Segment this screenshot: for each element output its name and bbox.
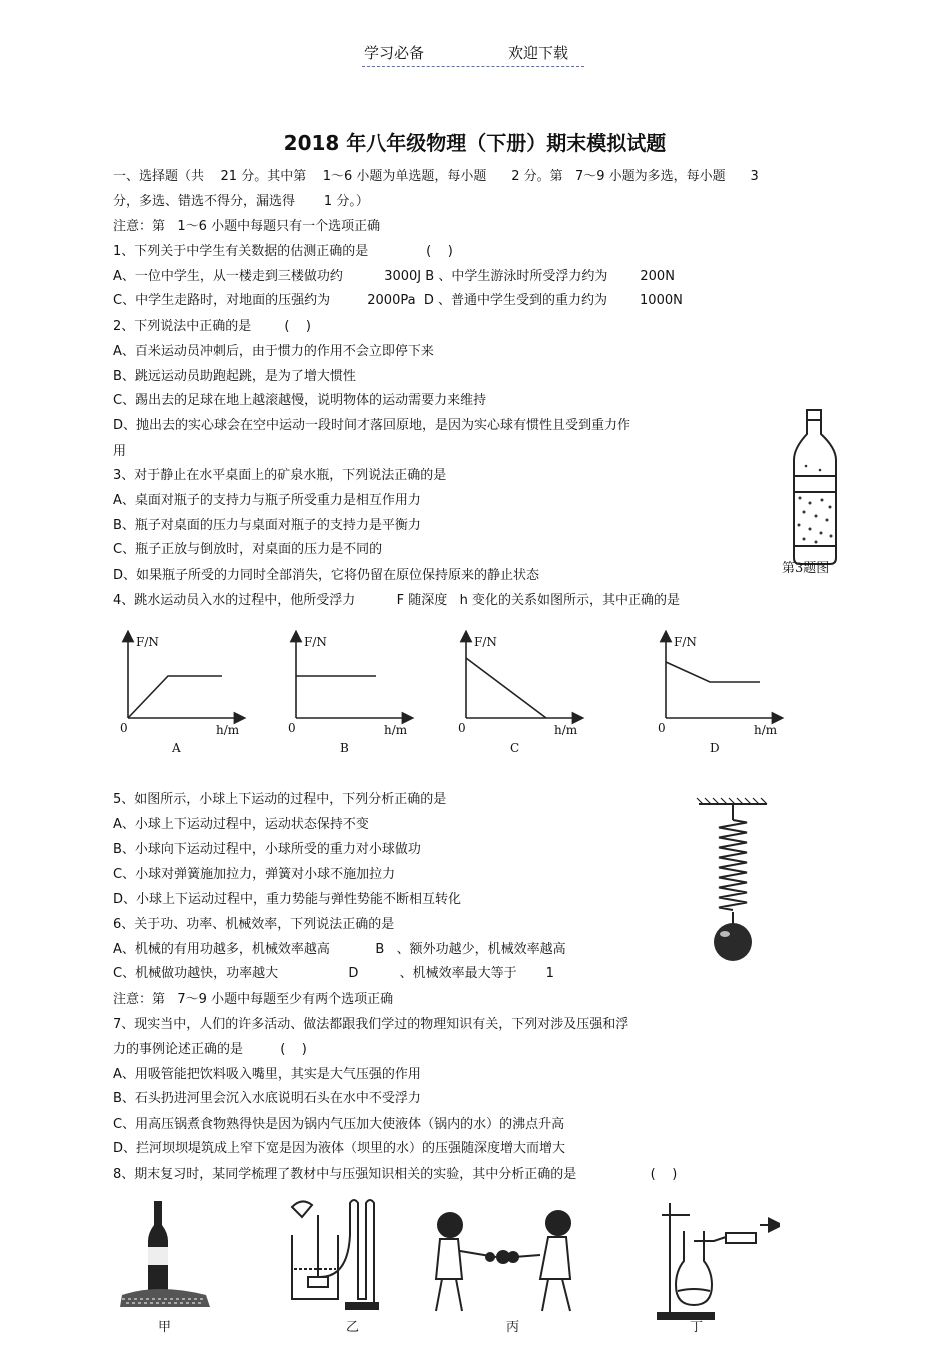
origin-label: 0 <box>120 721 128 735</box>
pressure-gauge <box>292 1200 378 1309</box>
text-line: 2、下列说法中正确的是 ( ) <box>113 319 312 334</box>
fh-curve <box>466 658 546 718</box>
spring-figure <box>695 796 775 966</box>
text-line: 8、期末复习时，某同学梳理了教材中与压强知识相关的实验，其中分析正确的是 ( ) <box>113 1167 678 1182</box>
text-line: 注意：第 1～6 小题中每题只有一个选项正确 <box>113 219 381 234</box>
figure-label: 乙 <box>346 1320 360 1335</box>
text-line: C、机械做功越快，功率越大 D 、机械效率最大等于 1 <box>113 966 554 981</box>
graph-letter: C <box>510 741 520 755</box>
text-line: 分，多选、错选不得分，漏选得 1 分。） <box>113 194 369 209</box>
y-axis-label: F/N <box>474 635 497 649</box>
bottle-caption: 第3题图 <box>782 561 830 576</box>
x-axis-label: h/m <box>216 723 240 737</box>
flask-syringe <box>658 1203 776 1319</box>
text-line: 一、选择题（共 21 分。其中第 1～6 小题为单选题，每小题 2 分。第 7～9 小题为多选，每小题 3 <box>113 169 759 184</box>
x-axis-label: h/m <box>554 723 578 737</box>
figure-label: 丙 <box>506 1320 520 1335</box>
text-line: A、小球上下运动过程中，运动状态保持不变 <box>113 817 369 832</box>
figure-label: 丁 <box>690 1320 704 1335</box>
graph-letter: D <box>710 741 720 755</box>
header-right: 欢迎下载 <box>508 44 569 62</box>
graph-letter: A <box>172 741 181 755</box>
text-line: C、瓶子正放与倒放时，对桌面的压力是不同的 <box>113 542 383 557</box>
bottle-figure <box>780 408 850 578</box>
page-header <box>362 42 584 67</box>
text-line: 力的事例论述正确的是 ( ) <box>113 1042 307 1057</box>
text-line: 3、对于静止在水平桌面上的矿泉水瓶，下列说法正确的是 <box>113 468 447 483</box>
origin-label: 0 <box>288 721 296 735</box>
fh-curve <box>666 662 760 682</box>
text-line: 7、现实当中，人们的许多活动、做法都跟我们学过的物理知识有关，下列对涉及压强和浮 <box>113 1017 629 1032</box>
text-line: 5、如图所示，小球上下运动的过程中，下列分析正确的是 <box>113 792 447 807</box>
y-axis-label: F/N <box>136 635 159 649</box>
text-line: C、踢出去的足球在地上越滚越慢，说明物体的运动需要力来维持 <box>113 393 487 408</box>
text-line: D、拦河坝坝堤筑成上窄下宽是因为液体（坝里的水）的压强随深度增大而增大 <box>113 1141 566 1156</box>
header-left: 学习必备 <box>364 44 425 62</box>
spring-coil <box>719 820 747 910</box>
text-line: B、石头扔进河里会沉入水底说明石头在水中不受浮力 <box>113 1091 421 1106</box>
text-line: 1、下列关于中学生有关数据的估测正确的是 ( ) <box>113 244 453 259</box>
text-line: D、抛出去的实心球会在空中运动一段时间才落回原地，是因为实心球有惯性且受到重力作 <box>113 418 631 433</box>
text-line: C、中学生走路时，对地面的压强约为 2000Pa D 、普通中学生受到的重力约为 1000N <box>113 293 683 308</box>
magdeburg-kids <box>436 1211 570 1311</box>
x-axis-label: h/m <box>754 723 778 737</box>
text-line: A、桌面对瓶子的支持力与瓶子所受重力是相互作用力 <box>113 493 421 508</box>
y-axis-label: F/N <box>674 635 697 649</box>
text-line: A、用吸管能把饮料吸入嘴里，其实是大气压强的作用 <box>113 1067 421 1082</box>
text-line: 4、跳水运动员入水的过程中，他所受浮力 F 随深度 h 变化的关系如图所示，其中正确的是 <box>113 593 680 608</box>
graph-letter: B <box>340 741 349 755</box>
text-line: C、小球对弹簧施加拉力，弹簧对小球不施加拉力 <box>113 867 396 882</box>
page-title: 2018 年八年级物理（下册）期末模拟试题 <box>283 131 667 155</box>
text-line: D、如果瓶子所受的力同时全部消失，它将仍留在原位保持原来的静止状态 <box>113 568 540 583</box>
text-line: 6、关于功、功率、机械效率，下列说法正确的是 <box>113 917 395 932</box>
text-line: D、小球上下运动过程中，重力势能与弹性势能不断相互转化 <box>113 892 462 907</box>
text-line: 用 <box>113 444 127 459</box>
text-line: B、跳远运动员助跑起跳，是为了增大惯性 <box>113 369 356 384</box>
bottle-cap <box>807 410 821 420</box>
bottle-on-sponge <box>120 1201 210 1307</box>
text-line: A、百米运动员冲刺后，由于惯力的作用不会立即停下来 <box>113 344 434 359</box>
text-line: A、机械的有用功越多，机械效率越高 B 、额外功越少，机械效率越高 <box>113 942 566 957</box>
origin-label: 0 <box>458 721 466 735</box>
origin-label: 0 <box>658 721 666 735</box>
text-line: B、瓶子对桌面的压力与桌面对瓶子的支持力是平衡力 <box>113 518 421 533</box>
y-axis-label: F/N <box>304 635 327 649</box>
x-axis-label: h/m <box>384 723 408 737</box>
fh-curve <box>128 676 222 718</box>
experiment-figures <box>110 1195 780 1340</box>
text-line: 注意：第 7～9 小题中每题至少有两个选项正确 <box>113 992 394 1007</box>
text-line: C、用高压锅煮食物熟得快是因为锅内气压加大使液体（锅内的水）的沸点升高 <box>113 1117 565 1132</box>
fh-graphs <box>110 630 790 760</box>
text-line: B、小球向下运动过程中，小球所受的重力对小球做功 <box>113 842 421 857</box>
text-line: A、一位中学生，从一楼走到三楼做功约 3000J B 、中学生游泳时所受浮力约为 200N <box>113 269 675 284</box>
figure-label: 甲 <box>158 1320 172 1335</box>
ball <box>714 923 752 961</box>
